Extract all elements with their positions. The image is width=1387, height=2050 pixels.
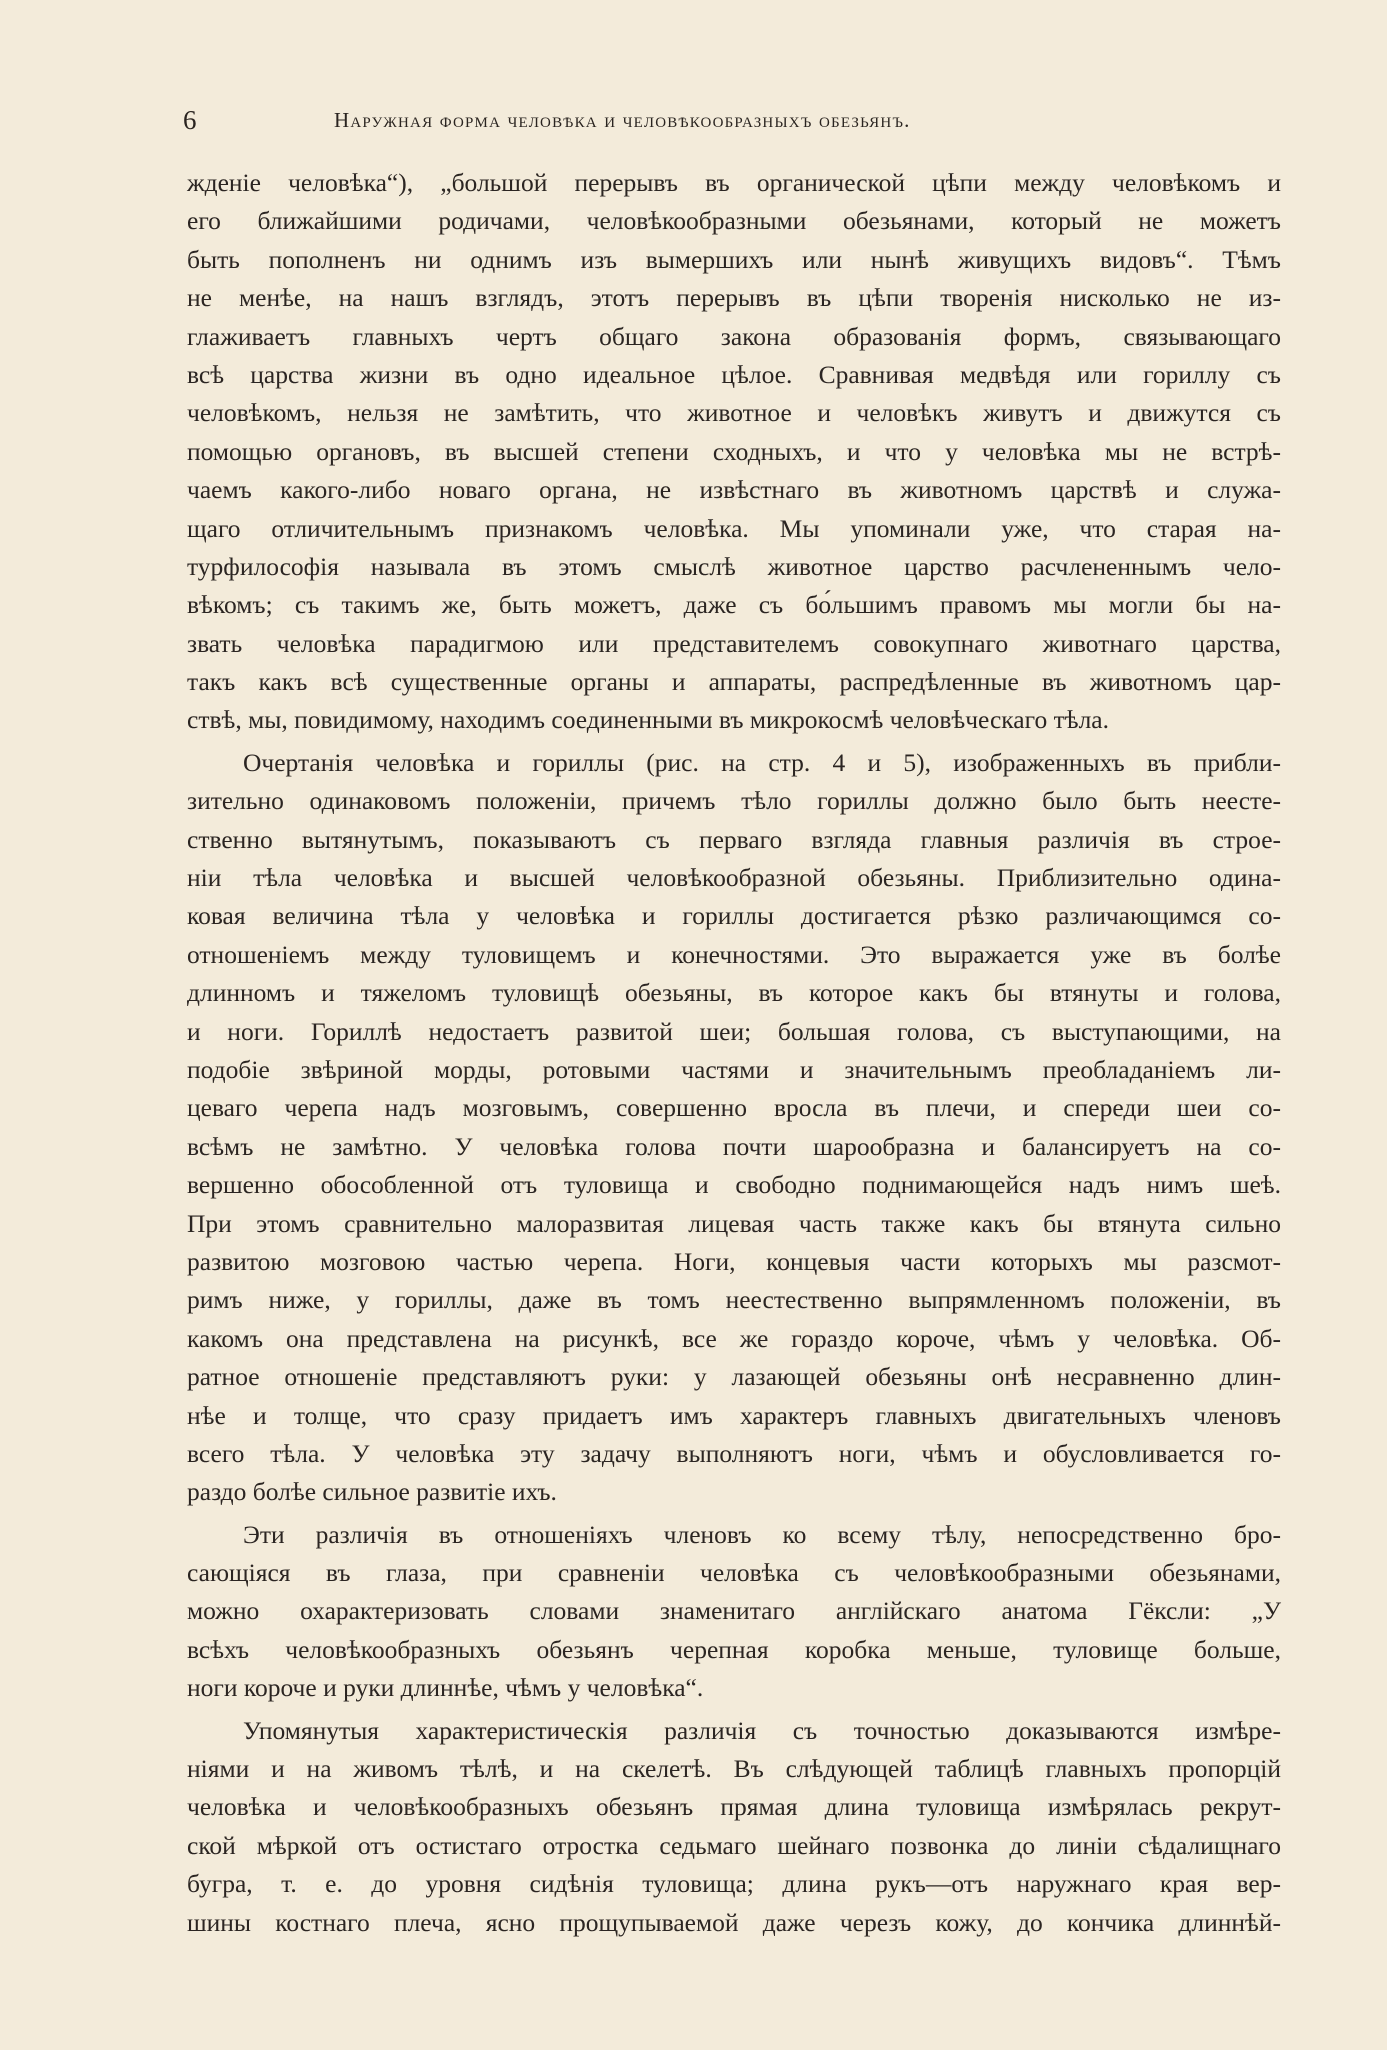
text-line: всего тѣла. У человѣка эту задачу выполняютъ ноги, чѣмъ и обусловливается го- [187,1438,1281,1468]
text-line: Эти различія въ отношеніяхъ членовъ ко всему тѣлу, непосредственно бро- [243,1519,1281,1549]
text-line: чаемъ какого-либо новаго органа, не извѣстнаго въ животномъ царствѣ и служа- [187,475,1281,505]
text-line: сающіяся въ глаза, при сравненіи человѣка съ человѣкообразными обезьянами, [187,1558,1281,1588]
text-line: подобіе звѣриной морды, ротовыми частями и значительнымъ преобладаніемъ ли- [187,1054,1281,1084]
paragraph-1 [187,164,1281,740]
text-line: ніями и на живомъ тѣлѣ, и на скелетѣ. Въ слѣдующей таблицѣ главныхъ пропорцій [187,1754,1281,1784]
text-line: всѣ царства жизни въ одно идеальное цѣлое. Сравнивая медвѣдя или гориллу съ [187,359,1281,389]
text-line: отношеніемъ между туловищемъ и конечностями. Это выражается уже въ болѣе [187,939,1281,969]
text-line: раздо болѣе сильное развитіе ихъ. [187,1477,557,1507]
text-line: бугра, т. е. до уровня сидѣнія туловища; длина рукъ—отъ наружнаго края вер- [187,1869,1281,1899]
text-line: Очертанія человѣка и гориллы (рис. на стр. 4 и 5), изображенныхъ въ прибли- [243,747,1281,777]
running-title: Наружная форма человѣка и человѣкообразныхъ обезьянъ. [334,108,911,132]
text-line: вѣкомъ; съ такимъ же, быть можетъ, даже съ бо́льшимъ правомъ мы могли бы на- [187,590,1281,620]
text-line: цеваго черепа надъ мозговымъ, совершенно вросла въ плечи, и спереди шеи со- [187,1093,1281,1123]
text-line: ніи тѣла человѣка и высшей человѣкообразной обезьяны. Приблизительно одина- [187,863,1281,893]
text-line: глаживаетъ главныхъ чертъ общаго закона образованія формъ, связывающаго [187,321,1281,351]
text-line: нѣе и толще, что сразу придаетъ имъ характеръ главныхъ двигательныхъ членовъ [187,1400,1281,1430]
text-line: ратное отношеніе представляютъ руки: у лазающей обезьяны онѣ несравненно длин- [187,1362,1281,1392]
paragraph-4 [187,1712,1281,1942]
text-line: зительно одинаковомъ положеніи, причемъ тѣло гориллы должно было быть неесте- [187,786,1281,816]
text-line: шины костнаго плеча, ясно прощупываемой даже черезъ кожу, до кончика длиннѣй- [187,1907,1281,1937]
text-line: можно охарактеризовать словами знаменитаго англійскаго анатома Гёксли: „У [187,1596,1281,1626]
text-line: не менѣе, на нашъ взглядъ, этотъ перерывъ въ цѣпи творенія нисколько не из- [187,283,1281,313]
text-line: быть пополненъ ни однимъ изъ вымершихъ или нынѣ живущихъ видовъ“. Тѣмъ [187,244,1281,274]
text-line: ственно вытянутымъ, показываютъ съ перваго взгляда главныя различія въ строе- [187,824,1281,854]
text-line: помощью органовъ, въ высшей степени сходныхъ, и что у человѣка мы не встрѣ- [187,436,1281,466]
text-line: жденіе человѣка“), „большой перерывъ въ органической цѣпи между человѣкомъ и [187,168,1281,197]
page-number: 6 [183,105,197,135]
paragraph-2 [187,744,1281,1512]
text-line: вершенно обособленной отъ туловища и свободно поднимающейся надъ нимъ шеѣ. [187,1170,1281,1200]
running-head [183,100,1138,140]
text-line: римъ ниже, у гориллы, даже въ томъ неестественно выпрямленномъ положеніи, въ [187,1285,1281,1315]
text-line: какомъ она представлена на рисункѣ, все же гораздо короче, чѣмъ у человѣка. Об- [187,1323,1281,1353]
body-text [187,164,1281,1942]
text-line: ской мѣркой отъ остистаго отростка седьмаго шейнаго позвонка до линіи сѣдалищнаго [187,1830,1281,1860]
text-line: и ноги. Гориллѣ недостаетъ развитой шеи; большая голова, съ выступающими, на [187,1016,1281,1046]
text-line: Упомянутыя характеристическія различія съ точностью доказываются измѣре- [243,1715,1281,1745]
text-line: При этомъ сравнительно малоразвитая лицевая часть также какъ бы втянута сильно [187,1208,1281,1238]
text-line: его ближайшими родичами, человѣкообразными обезьянами, который не можетъ [187,206,1281,236]
text-line: щаго отличительнымъ признакомъ человѣка. Мы упоминали уже, что старая на- [187,513,1281,543]
text-line: человѣкомъ, нельзя не замѣтить, что животное и человѣкъ живутъ и движутся съ [187,398,1281,428]
text-line: развитою мозговою частью черепа. Ноги, концевыя части которыхъ мы разсмот- [187,1246,1281,1276]
text-line: такъ какъ всѣ существенные органы и аппараты, распредѣленные въ животномъ цар- [187,667,1281,697]
text-line: всѣмъ не замѣтно. У человѣка голова почти шарообразна и балансируетъ на со- [187,1131,1281,1161]
text-line: человѣка и человѣкообразныхъ обезьянъ прямая длина туловища измѣрялась рекрут- [187,1792,1281,1822]
text-line: ноги короче и руки длиннѣе, чѣмъ у человѣка“. [187,1673,704,1703]
text-line: длинномъ и тяжеломъ туловищѣ обезьяны, въ которое какъ бы втянуты и голова, [187,978,1281,1008]
text-line: всѣхъ человѣкообразныхъ обезьянъ черепная коробка меньше, туловище больше, [187,1634,1281,1664]
text-line: турфилософія называла въ этомъ смыслѣ животное царство расчлененнымъ чело- [187,551,1281,581]
text-line: ковая величина тѣла у человѣка и гориллы достигается рѣзко различающимся со- [187,901,1281,931]
text-line: звать человѣка парадигмою или представителемъ совокупнаго животнаго царства, [187,628,1281,658]
paragraph-3 [187,1516,1281,1708]
text-line: ствѣ, мы, повидимому, находимъ соединенными въ микрокосмѣ человѣческаго тѣла. [187,705,1109,735]
